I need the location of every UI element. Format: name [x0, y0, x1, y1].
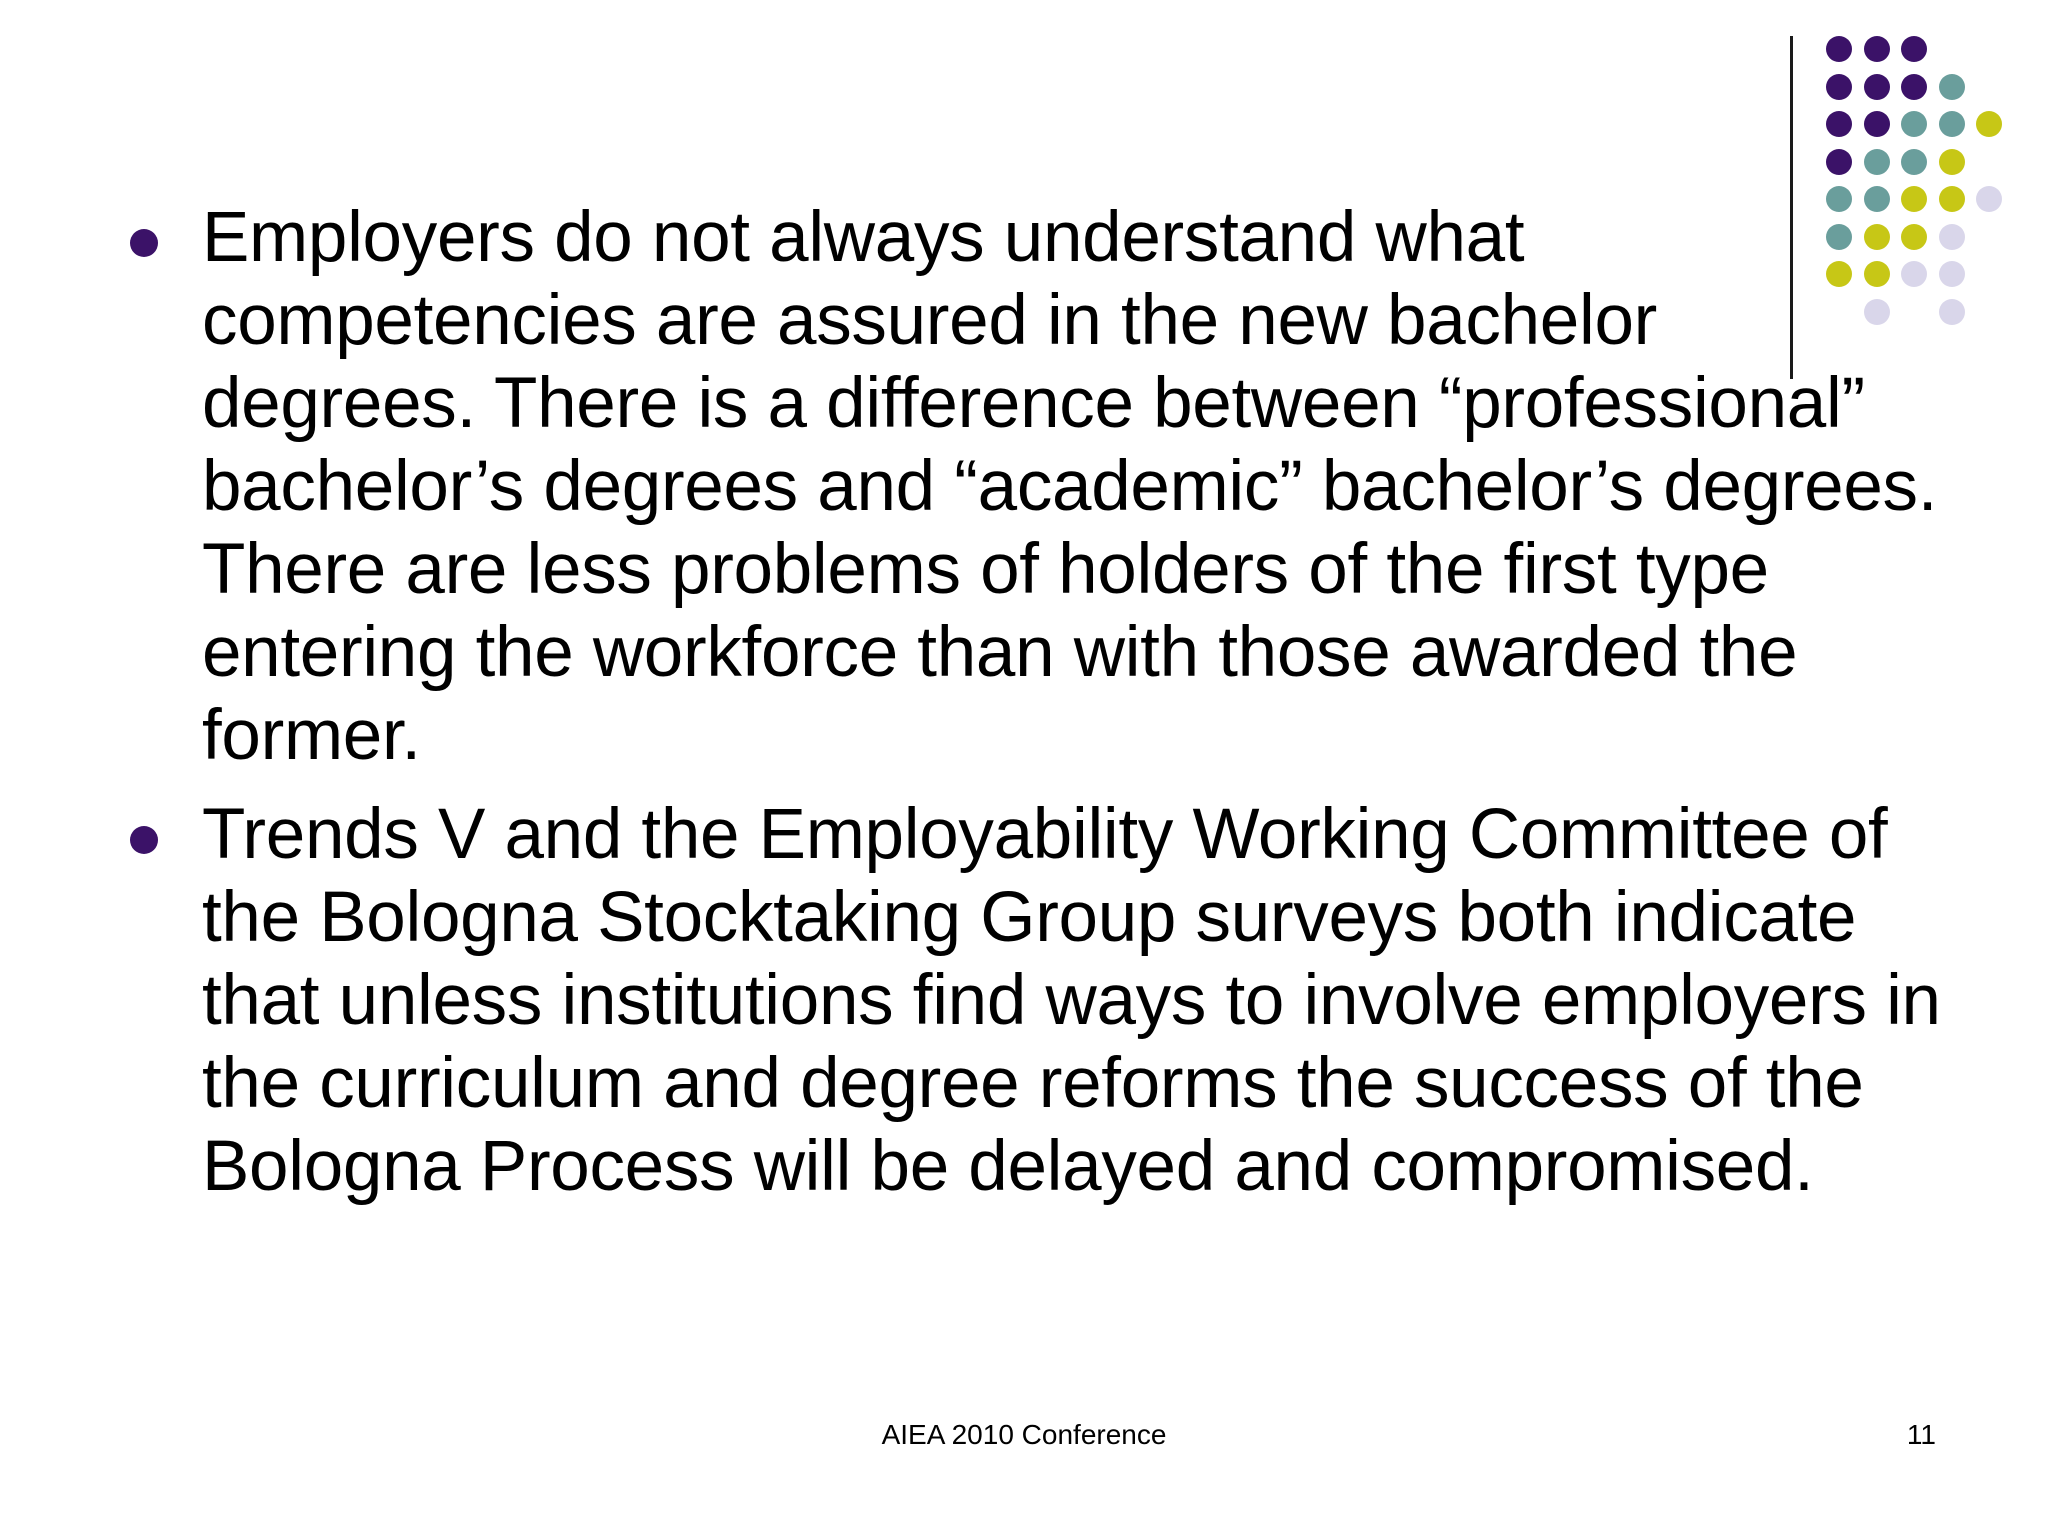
decorative-dot: [1939, 74, 1965, 100]
decorative-dot: [1826, 74, 1852, 100]
bullet-text-2: Trends V and the Employability Working Committee of the Bologna Stocktaking Group surveys both indicate that unless institutions find ways to involve employers in the curriculum and degree reforms the success of the Bologna Process will be delayed and compromised.: [202, 795, 1941, 1206]
bullet-icon: [130, 826, 158, 854]
decorative-dot: [1826, 111, 1852, 137]
decorative-dot: [1826, 149, 1852, 175]
decorative-dot: [1976, 186, 2002, 212]
bullet-icon: [130, 229, 158, 257]
page-number: 11: [1906, 1419, 1936, 1450]
decorative-dot: [1864, 74, 1890, 100]
decorative-dot: [1939, 149, 1965, 175]
decorative-dot: [1864, 111, 1890, 137]
slide-body: [120, 196, 1950, 1224]
decorative-dot: [1901, 74, 1927, 100]
bullet-item-1: [120, 196, 1950, 777]
slide-footer: AIEA 2010 Conference: [881, 1419, 1167, 1450]
decorative-dot: [1864, 36, 1890, 62]
decorative-dot: [1976, 111, 2002, 137]
decorative-dot: [1901, 149, 1927, 175]
bullet-text-1: Employers do not always understand what competencies are assured in the new bachelor degrees. There is a difference between “professional” bachelor’s degrees and “academic” bachelor’s degrees. There are less problems of holders of the first type entering the workforce than with those awarded the former.: [202, 198, 1938, 775]
decorative-dot: [1901, 36, 1927, 62]
decorative-dot: [1901, 111, 1927, 137]
decorative-dot: [1864, 149, 1890, 175]
decorative-dot: [1939, 111, 1965, 137]
decorative-dot: [1826, 36, 1852, 62]
bullet-item-2: [120, 793, 1950, 1208]
